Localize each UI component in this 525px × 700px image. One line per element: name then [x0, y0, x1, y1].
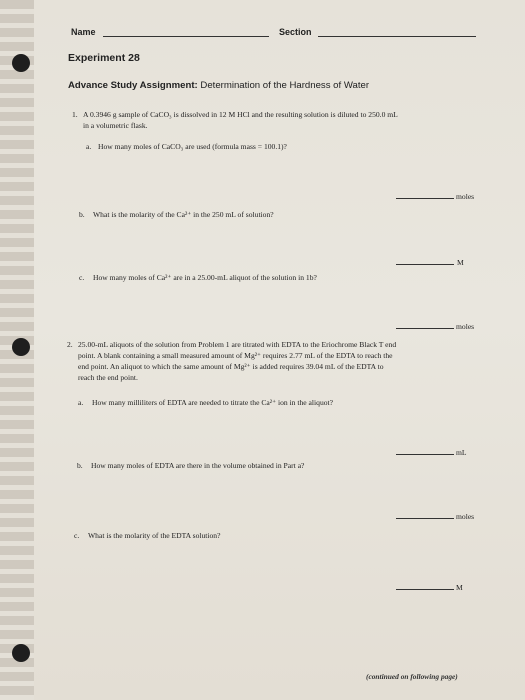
section-label: Section	[279, 27, 312, 37]
problem1-number: 1.	[72, 110, 78, 119]
problem2-line1: 25.00-mL aliquots of the solution from Problem 1 are titrated with EDTA to the Eriochrome Black T end	[78, 340, 397, 349]
problem2b-label: b.	[77, 461, 83, 470]
problem2c-unit: M	[456, 583, 463, 592]
experiment-number: Experiment 28	[68, 52, 140, 64]
problem2b-unit: moles	[456, 512, 475, 521]
assignment-title	[68, 80, 369, 91]
problem2-line3: end point. An aliquot to which the same amount of Mg²⁺ is added requires 39.04 mL of the EDTA to	[78, 362, 384, 371]
problem2a-answer-line[interactable]	[396, 454, 454, 455]
problem1a-question: How many moles of CaCO₃ are used (formula mass = 100.1)?	[98, 142, 287, 151]
problem1a-unit: moles	[456, 192, 475, 201]
problem2c-answer-line[interactable]	[396, 589, 454, 590]
name-field-line[interactable]	[103, 36, 269, 37]
problem2c-question: What is the molarity of the EDTA solution?	[88, 531, 221, 540]
punch-hole-bottom	[12, 644, 30, 662]
problem1a-label: a.	[86, 142, 92, 151]
punch-hole-top	[12, 54, 30, 72]
punch-hole-middle	[12, 338, 30, 356]
name-label: Name	[71, 27, 96, 37]
problem2b-answer-line[interactable]	[396, 518, 454, 519]
problem2a-label: a.	[78, 398, 84, 407]
problem2b-question: How many moles of EDTA are there in the volume obtained in Part a?	[91, 461, 305, 470]
problem1c-unit: moles	[456, 322, 475, 331]
assignment-title-bold: Advance Study Assignment:	[68, 80, 198, 91]
problem1-line1: A 0.3946 g sample of CaCO₃ is dissolved in 12 M HCl and the resulting solution is diluted to 250.0 mL	[83, 110, 398, 119]
problem1b-unit: M	[457, 258, 464, 267]
problem2c-label: c.	[74, 531, 80, 540]
problem1c-answer-line[interactable]	[396, 328, 454, 329]
problem1a-answer-line[interactable]	[396, 198, 454, 199]
problem2-line2: point. A blank containing a small measured amount of Mg²⁺ requires 2.77 mL of the EDTA to reach the	[78, 351, 393, 360]
section-field-line[interactable]	[318, 36, 476, 37]
problem1-line2: in a volumetric flask.	[83, 121, 148, 130]
problem1b-label: b.	[79, 210, 85, 219]
assignment-title-rest: Determination of the Hardness of Water	[200, 80, 370, 91]
continued-note: (continued on following page)	[366, 672, 458, 681]
problem2-line4: reach the end point.	[78, 373, 138, 382]
problem2a-unit: mL	[456, 448, 467, 457]
problem1b-answer-line[interactable]	[396, 264, 454, 265]
problem2-number: 2.	[67, 340, 73, 349]
problem1b-question: What is the molarity of the Ca²⁺ in the 250 mL of solution?	[93, 210, 274, 219]
problem1c-question: How many moles of Ca²⁺ are in a 25.00-mL aliquot of the solution in 1b?	[93, 273, 317, 282]
problem1c-label: c.	[79, 273, 85, 282]
problem2a-question: How many milliliters of EDTA are needed to titrate the Ca²⁺ ion in the aliquot?	[92, 398, 334, 407]
